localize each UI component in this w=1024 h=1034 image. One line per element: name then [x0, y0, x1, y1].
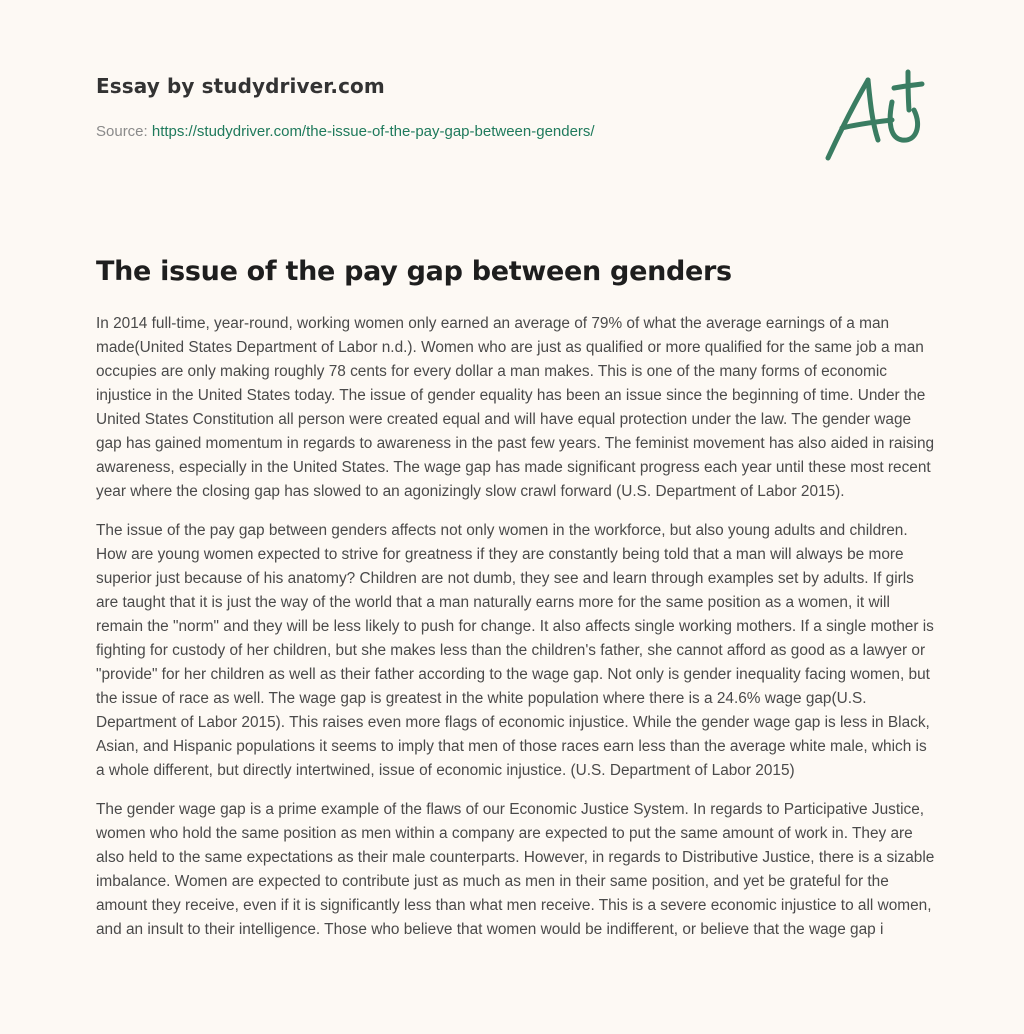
source-link[interactable]: https://studydriver.com/the-issue-of-the-pay-gap-between-genders/ [151, 123, 595, 140]
page-header [96, 74, 936, 140]
essay-body [96, 312, 938, 957]
essay-paragraph: The issue of the pay gap between genders affects not only women in the workforce, but also young adults and children. How are young women expected to strive for greatness if they are constantly being told that a man will always be more superior just because of his anatomy? Children are not dumb, they see and learn through examples set by adults. If girls are taught that it is just the way of the world that a man naturally earns more for the same position as a women, it will remain the "norm" and they will be less likely to push for change. It also affects single working mothers. If a single mother is fighting for custody of her children, but she makes less than the children's father, she cannot afford as good as a lawyer or "provide" for her children as well as their father according to the wage gap. Not only is gender inequality facing women, but the issue of race as well. The wage gap is greatest in the white population where there is a 24.6% wage gap(U.S. Department of Labor 2015). This raises even more flags of economic injustice. While the gender wage gap is less in Black, Asian, and Hispanic populations it seems to imply that men of those races earn less than the average white male, which is a whole different, but directly intertwined, issue of economic injustice. (U.S. Department of Labor 2015) [96, 522, 934, 779]
source-line [96, 123, 936, 140]
essay-paragraph: The gender wage gap is a prime example of the flaws of our Economic Justice System. In regards to Participative Justice, women who hold the same position as men within a company are expected to put the same amount of work in. They are also held to the same expectations as their male counterparts. However, in regards to Distributive Justice, there is a sizable imbalance. Women are expected to contribute just as much as men in their same position, and yet be grateful for the amount they receive, even if it is significantly less than what men receive. This is a severe economic injustice to all women, and an insult to their intelligence. Those who believe that women would be indifferent, or believe that the wage gap i [96, 801, 935, 938]
essay-title: The issue of the pay gap between genders [96, 256, 732, 287]
source-label: Source: [96, 123, 148, 140]
site-title: Essay by studydriver.com [96, 74, 385, 98]
a-plus-grade-icon [818, 66, 934, 166]
essay-paragraph: In 2014 full-time, year-round, working women only earned an average of 79% of what the average earnings of a man made(United States Department of Labor n.d.). Women who are just as qualified or more qualified for the same job a man occupies are only making roughly 78 cents for every dollar a man makes. This is one of the many forms of economic injustice in the United States today. The issue of gender equality has been an issue since the beginning of time. Under the United States Constitution all person were created equal and will have equal protection under the law. The gender wage gap has gained momentum in regards to awareness in the past few years. The feminist movement has also aided in raising awareness, especially in the United States. The wage gap has made significant progress each year until these most recent year where the closing gap has slowed to an agonizingly slow crawl forward (U.S. Department of Labor 2015). [96, 315, 935, 500]
